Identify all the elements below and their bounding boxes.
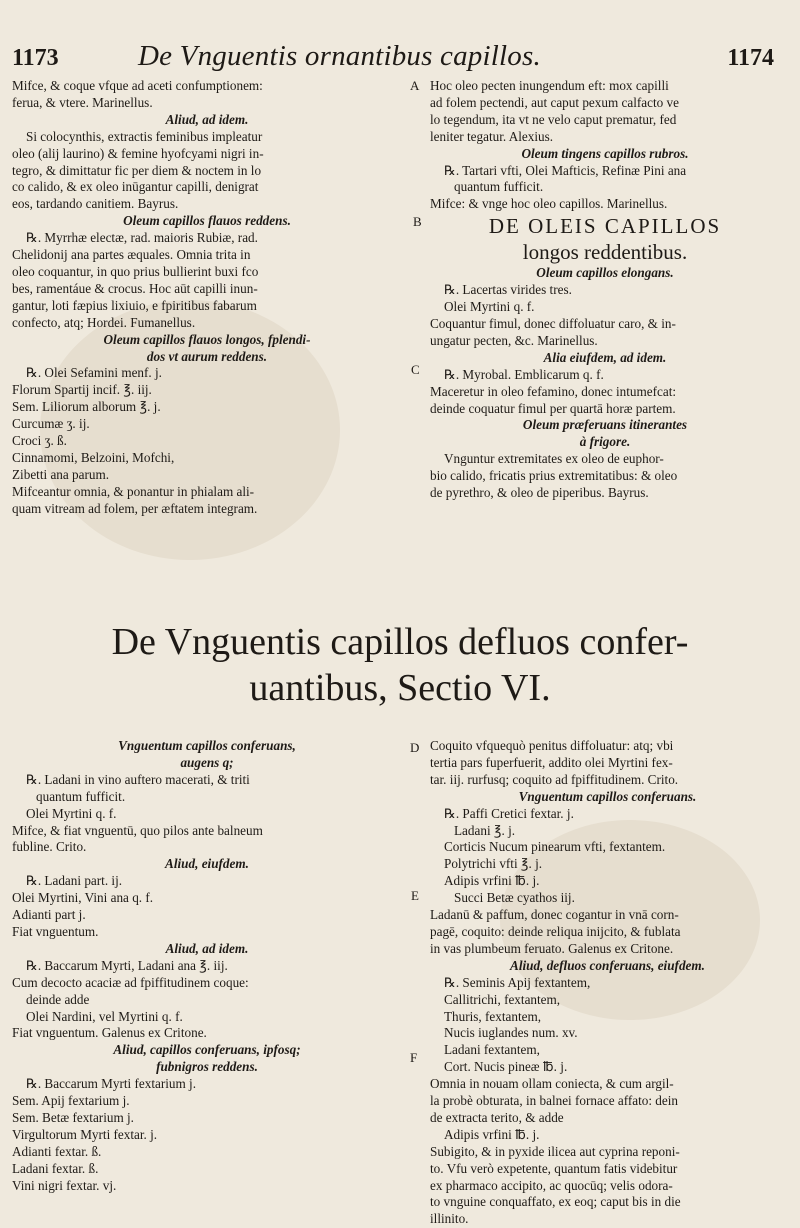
text-line: Ladanū & paffum, donec cogantur in vnā corn-	[430, 907, 679, 923]
text-line: tar. iij. rurfusq; coquito ad fpiffitudinem. Crito.	[430, 771, 679, 787]
text-line: Succi Betæ cyathos iij.	[454, 890, 575, 906]
text-line: Aliud, capillos conferuans, ipfosq;	[113, 1042, 301, 1058]
text-line: Sem. Apij fextarium j.	[12, 1093, 130, 1109]
text-line: ℞. Myrobal. Emblicarum q. f.	[444, 366, 604, 382]
text-line: Polytrichi vfti ℥. j.	[444, 856, 543, 872]
text-line: dos vt aurum reddens.	[146, 348, 268, 364]
right-column-top	[430, 78, 780, 502]
text-line: Adianti fextar. ß.	[12, 1143, 102, 1159]
text-line: Sem. Betæ fextarium j.	[12, 1109, 134, 1125]
text-line: la probè obturata, in balnei fornace affato: dein	[430, 1093, 679, 1109]
text-line: ad folem pectendi, aut caput pexum calfacto ve	[430, 94, 679, 110]
text-line: Vnguentum capillos conferuans.	[518, 788, 697, 804]
text-line: tegro, & dimittatur fic per diem & noctem in lo	[12, 162, 262, 178]
text-line: Aliud, ad idem.	[165, 111, 249, 127]
text-line: Aliud, defluos conferuans, eiufdem.	[510, 957, 705, 973]
text-line: to vnguine conquaffato, ex eoq; caput bis in die	[430, 1194, 681, 1210]
text-line: Ladani fextar. ß.	[12, 1160, 99, 1176]
text-line: ℞. Myrrhæ electæ, rad. maioris Rubiæ, rad.	[26, 230, 258, 246]
text-line: Olei Myrtini q. f.	[444, 299, 535, 315]
text-line: fubline. Crito.	[12, 839, 87, 855]
text-line: ℞. Baccarum Myrti fextarium j.	[26, 1076, 197, 1092]
text-line: Adipis vrfini ℔. j.	[444, 873, 540, 889]
text-line: gantur, loti fæpius lixiuio, e fpiritibus fabarum	[12, 297, 257, 313]
text-line: Corticis Nucum pinearum vfti, fextantem.	[444, 839, 666, 855]
text-line: quantum fufficit.	[454, 179, 544, 195]
text-line: ℞. Ladani in vino auftero macerati, & triti	[26, 771, 250, 787]
text-line: de pyrethro, & oleo de piperibus. Bayrus.	[430, 485, 649, 501]
text-line: Cum decocto acaciæ ad fpiffitudinem coque:	[12, 974, 249, 990]
text-line: Cinnamomi, Belzoini, Mofchi,	[12, 449, 175, 465]
section-heading-line2: uantibus, Sectio VI.	[249, 667, 551, 709]
text-line: confecto, atq; Hordei. Fumanellus.	[12, 314, 196, 330]
text-line: Oleum capillos elongans.	[536, 265, 674, 281]
text-line: Hoc oleo pecten inungendum eft: mox capilli	[430, 78, 669, 93]
text-line: Oleum capillos flauos longos, fplendi-	[103, 331, 311, 347]
text-line: fubnigros reddens.	[156, 1059, 258, 1075]
page-number-left: 1173	[12, 45, 59, 71]
text-line: Florum Spartij incif. ℥. iij.	[12, 382, 152, 398]
text-line: Callitrichi, fextantem,	[444, 991, 561, 1007]
running-title: De Vnguentis ornantibus capillos.	[138, 40, 541, 72]
text-line: Fiat vnguentum.	[12, 923, 99, 939]
text-line: quantum fufficit.	[36, 788, 126, 804]
text-line: augens q;	[180, 754, 234, 770]
text-line: lo tegendum, ita vt ne velo caput prematur, fed	[430, 111, 677, 127]
text-line: Curcumæ ʒ. ij.	[12, 416, 90, 432]
text-line: Vini nigri fextar. vj.	[12, 1177, 117, 1193]
text-line: ℞. Ladani part. ij.	[26, 873, 123, 889]
text-line: Adipis vrfini ℔. j.	[444, 1126, 540, 1142]
text-line: Thuris, fextantem,	[444, 1008, 542, 1024]
text-line: ex pharmaco accipito, ac quocūq; velis odora-	[430, 1177, 673, 1193]
text-line: Oleum capillos flauos reddens.	[123, 213, 291, 229]
text-line: illinito.	[430, 1211, 469, 1227]
text-line: Adianti part j.	[12, 907, 86, 923]
text-line: Si colocynthis, extractis feminibus impleatur	[26, 128, 263, 144]
text-line: bes, ramentáue & crocus. Hoc aūt capilli inun-	[12, 280, 258, 296]
text-line: deinde adde	[26, 991, 90, 1007]
right-column-bottom	[430, 738, 785, 1228]
text-line: Vnguntur extremitates ex oleo de euphor-	[444, 451, 664, 467]
text-line: pagē, coquito: deinde reliqua inijcito, & fublata	[430, 923, 681, 939]
text-line: co calido, & ex oleo inūgantur capilli, denigrat	[12, 179, 259, 195]
text-line: Olei Myrtini, Vini ana q. f.	[12, 890, 154, 906]
text-line: Ladani fextantem,	[444, 1042, 540, 1058]
left-column-top	[12, 78, 402, 518]
text-line: Oleum præferuans itinerantes	[522, 417, 688, 433]
text-line: Mifce: & vnge hoc oleo capillos. Marinellus.	[430, 196, 668, 212]
text-line: longos reddentibus.	[522, 240, 688, 265]
text-line: ℞. Tartari vfti, Olei Mafticis, Refinæ Pini ana	[444, 162, 687, 178]
text-line: ferua, & vtere. Marinellus.	[12, 94, 153, 110]
margin-letter-b: B	[413, 214, 422, 229]
text-line: Croci ʒ. ß.	[12, 433, 67, 449]
text-line: Alia eiufdem, ad idem.	[543, 349, 667, 365]
text-line: Omnia in nouam ollam coniecta, & cum argil-	[430, 1076, 674, 1092]
text-line: Aliud, eiufdem.	[165, 856, 249, 872]
text-line: ungatur pecten, &c. Marinellus.	[430, 332, 598, 348]
text-line: Cort. Nucis pineæ ℔. j.	[444, 1059, 568, 1075]
text-line: Oleum tingens capillos rubros.	[521, 145, 689, 161]
text-line: Aliud, ad idem.	[165, 940, 249, 956]
text-line: DE OLEIS CAPILLOS	[488, 214, 722, 239]
text-line: ℞. Baccarum Myrti, Ladani ana ℥. iij.	[26, 957, 228, 973]
text-line: Mifce, & fiat vnguentū, quo pilos ante balneum	[12, 822, 263, 838]
text-line: eos, tardando canitiem. Bayrus.	[12, 196, 179, 212]
text-line: deinde coquatur fimul per quartā horæ partem.	[430, 400, 676, 416]
text-line: tertia pars fuperfuerit, addito olei Myrtini fex-	[430, 754, 673, 770]
text-line: Mifceantur omnia, & ponantur in phialam ali-	[12, 483, 255, 499]
margin-letter-f: F	[410, 1050, 418, 1065]
text-line: Subigito, & in pyxide ilicea aut cyprina reponi-	[430, 1143, 680, 1159]
text-line: Olei Myrtini q. f.	[26, 805, 117, 821]
text-line: bio calido, fricatis prius extremitatibus: & oleo	[430, 468, 678, 484]
margin-letter-c: C	[411, 362, 420, 377]
text-line: ℞. Seminis Apij fextantem,	[444, 974, 591, 990]
text-line: ℞. Lacertas virides tres.	[444, 282, 572, 298]
text-line: de extracta terito, & adde	[430, 1109, 564, 1125]
margin-letter-a: A	[410, 78, 420, 93]
text-line: Virgultorum Myrti fextar. j.	[12, 1126, 158, 1142]
text-line: Zibetti ana parum.	[12, 466, 110, 482]
text-line: Chelidonij ana partes æquales. Omnia trita in	[12, 247, 251, 263]
text-line: Mifce, & coque vfque ad aceti confumptionem:	[12, 78, 263, 93]
margin-letter-d: D	[410, 740, 420, 755]
text-line: in vas plumbeum feruato. Galenus ex Critone.	[430, 940, 674, 956]
text-line: quam vitream ad folem, per æftatem integram.	[12, 500, 258, 516]
text-line: Coquantur fimul, donec diffoluatur caro, & in-	[430, 315, 676, 331]
left-column-bottom	[12, 738, 402, 1194]
text-line: oleo coquantur, in quo prius bullierint buxi fco	[12, 263, 259, 279]
margin-letter-e: E	[411, 888, 419, 903]
text-line: to. Vfu verò expetente, quantum fatis videbitur	[430, 1160, 678, 1176]
text-line: ℞. Paffi Cretici fextar. j.	[444, 805, 574, 821]
text-line: oleo (alij laurino) & femine hyofcyami nigri in-	[12, 145, 264, 161]
section-heading-line1: De Vnguentis capillos defluos confer-	[111, 621, 689, 663]
text-line: ℞. Olei Sefamini menf. j.	[26, 365, 162, 381]
text-line: Ladani ℥. j.	[454, 822, 516, 838]
page-number-right: 1174	[727, 45, 774, 71]
text-line: Maceretur in oleo fefamino, donec intumefcat:	[430, 383, 677, 399]
text-line: Olei Nardini, vel Myrtini q. f.	[26, 1008, 183, 1024]
text-line: leniter tegatur. Alexius.	[430, 128, 554, 144]
text-line: Sem. Liliorum alborum ℥. j.	[12, 399, 161, 415]
text-line: Coquito vfquequò penitus diffoluatur: atq; vbi	[430, 738, 674, 753]
text-line: Vnguentum capillos conferuans,	[118, 738, 296, 753]
text-line: Fiat vnguentum. Galenus ex Critone.	[12, 1025, 207, 1041]
text-line: Nucis iuglandes num. xv.	[444, 1025, 578, 1041]
text-line: à frigore.	[579, 434, 631, 450]
